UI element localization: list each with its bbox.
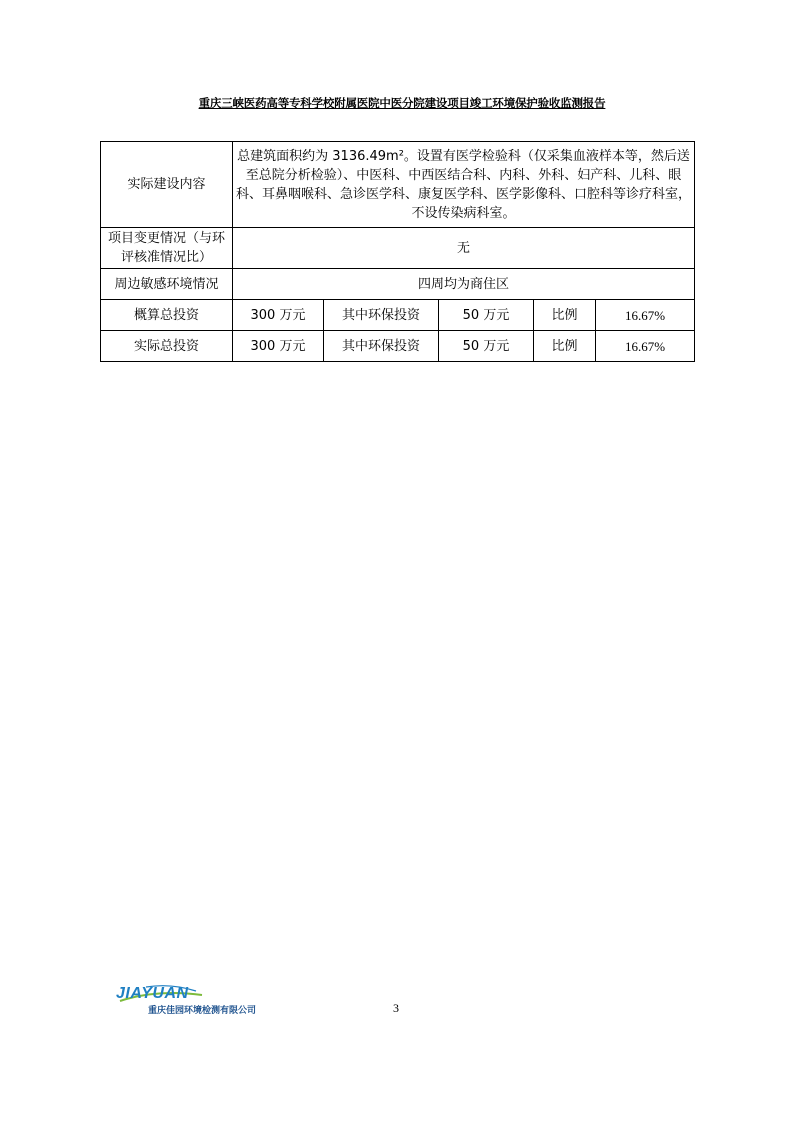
ratio-label-cell: 比例: [534, 331, 596, 362]
label-cell: 实际总投资: [101, 331, 233, 362]
change-status-cell: 无: [233, 228, 695, 269]
label-cell: 项目变更情况（与环评核准情况比）: [101, 228, 233, 269]
table-row: [101, 228, 695, 269]
label-cell: 实际建设内容: [101, 142, 233, 228]
page-number: 3: [393, 1001, 399, 1015]
total-investment-cell: 300 万元: [233, 300, 324, 331]
company-name: 重庆佳园环境检测有限公司: [148, 1006, 257, 1016]
project-info-table: [100, 141, 695, 362]
table-row: [101, 142, 695, 228]
total-investment-cell: 300 万元: [233, 331, 324, 362]
env-investment-cell: 50 万元: [439, 331, 534, 362]
table-row: [101, 269, 695, 300]
label-cell: 周边敏感环境情况: [101, 269, 233, 300]
ratio-label-cell: 比例: [534, 300, 596, 331]
env-investment-cell: 50 万元: [439, 300, 534, 331]
environment-cell: 四周均为商住区: [233, 269, 695, 300]
table-row: [101, 331, 695, 362]
ratio-cell: 16.67%: [596, 300, 695, 331]
env-investment-label-cell: 其中环保投资: [324, 331, 439, 362]
construction-content-cell: 总建筑面积约为 3136.49m²。设置有医学检验科（仅采集血液样本等，然后送至总院分析检验）、中医科、中西医结合科、内科、外科、妇产科、儿科、眼科、耳鼻咽喉科、急诊医学科、康复医学科、医学影像科、口腔科等诊疗科室，不设传染病科室。: [233, 142, 695, 228]
ratio-cell: 16.67%: [596, 331, 695, 362]
table-row: [101, 300, 695, 331]
label-cell: 概算总投资: [101, 300, 233, 331]
logo-wordmark: JIAYUAN: [116, 985, 189, 1002]
env-investment-label-cell: 其中环保投资: [324, 300, 439, 331]
company-logo: [116, 985, 276, 1017]
report-header-title: 重庆三峡医药高等专科学校附属医院中医分院建设项目竣工环境保护验收监测报告: [198, 96, 606, 110]
